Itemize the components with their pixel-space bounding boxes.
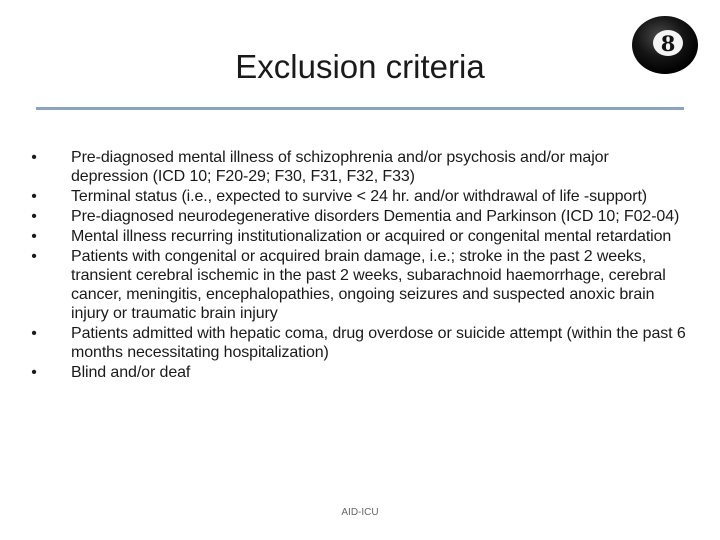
bullet-text: Mental illness recurring institutionalization or acquired or congenital mental retardation xyxy=(71,228,672,245)
bullet-marker: • xyxy=(31,208,37,225)
bullet-item xyxy=(27,247,687,323)
bullet-text: Terminal status (i.e., expected to survive < 24 hr. and/or withdrawal of life -support) xyxy=(71,188,648,205)
bullet-item xyxy=(27,148,687,186)
bullet-item xyxy=(27,363,687,382)
exclusion-criteria-list xyxy=(27,148,687,383)
bullet-text: Patients admitted with hepatic coma, drug overdose or suicide attempt (within the past 6 months necessitating hospitalization) xyxy=(71,325,686,361)
bullet-marker: • xyxy=(31,228,37,245)
eight-ball-icon xyxy=(631,15,699,75)
bullet-marker: • xyxy=(31,188,37,205)
bullet-marker: • xyxy=(31,364,37,381)
bullet-item xyxy=(27,324,687,362)
slide-title: Exclusion criteria xyxy=(235,48,485,85)
footer-label: AID-ICU xyxy=(341,507,379,518)
bullet-marker: • xyxy=(31,248,37,265)
bullet-item xyxy=(27,207,687,226)
eight-ball-number: 8 xyxy=(660,31,676,56)
bullet-text: Pre-diagnosed neurodegenerative disorders Dementia and Parkinson (ICD 10; F02-04) xyxy=(71,208,680,225)
bullet-text: Patients with congenital or acquired brain damage, i.e.; stroke in the past 2 weeks, transient cerebral ischemic in the past 2 weeks, subarachnoid haemorrhage, cerebral cancer, meningitis, encephalopathies, ongoing seizures and suspected anoxic brain injury or traumatic brain injury xyxy=(71,248,666,322)
title-divider xyxy=(36,107,684,110)
bullet-marker: • xyxy=(31,149,37,166)
bullet-text: Blind and/or deaf xyxy=(71,364,191,381)
bullet-text: Pre-diagnosed mental illness of schizophrenia and/or psychosis and/or major depression (ICD 10; F20-29; F30, F31, F32, F33) xyxy=(71,149,609,185)
bullet-marker: • xyxy=(31,325,37,342)
bullet-item xyxy=(27,187,687,206)
bullet-item xyxy=(27,227,687,246)
